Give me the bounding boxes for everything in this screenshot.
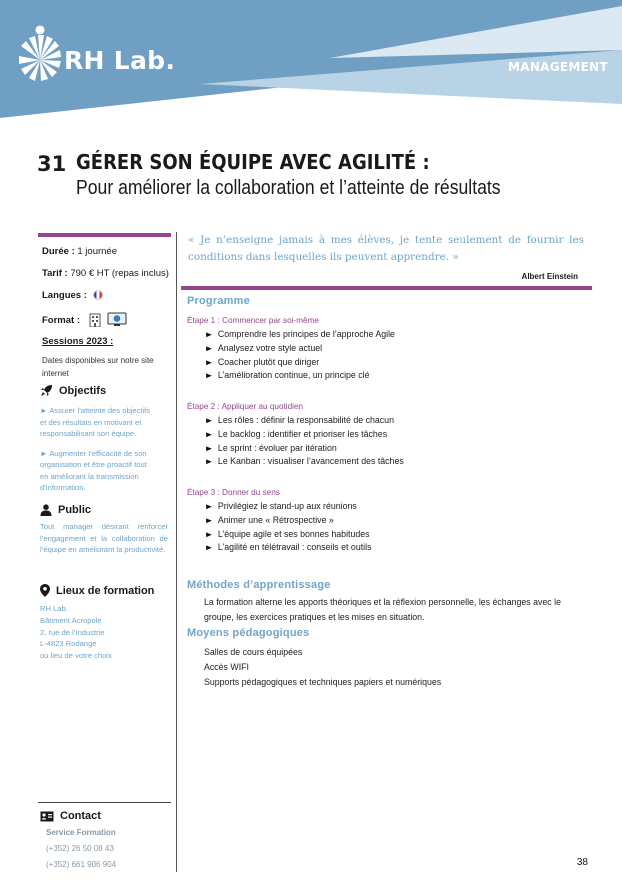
list-item-text: Animer une « Rétrospective » xyxy=(217,514,334,525)
list-item xyxy=(205,514,371,528)
list-item xyxy=(205,455,404,469)
sessions-label: Sessions 2023 : xyxy=(42,336,114,347)
id-card-icon xyxy=(40,811,54,822)
arrow-icon: ► xyxy=(204,371,214,381)
sessions-note-line: Dates disponibles sur notre site xyxy=(42,356,154,365)
page-subtitle: Pour améliorer la collaboration et l’atteinte de résultats xyxy=(76,177,501,199)
list-item xyxy=(205,369,395,383)
list-item xyxy=(205,500,371,514)
list-item-text: Analysez votre style actuel xyxy=(217,342,323,353)
arrow-icon: ► xyxy=(204,357,214,367)
programme-heading: Programme xyxy=(187,295,250,307)
lieux-heading-text: Lieux de formation xyxy=(56,584,155,597)
person-icon xyxy=(40,504,52,516)
arrow-icon: ► xyxy=(204,343,214,353)
moyens-item: Salles de cours équipées xyxy=(204,647,303,657)
map-pin-icon xyxy=(40,584,50,597)
arrow-icon: ► xyxy=(204,515,214,525)
contact-service: Service Formation xyxy=(46,828,116,837)
langues-label: Langues : xyxy=(42,290,87,301)
address-line: RH Lab. xyxy=(40,604,68,613)
contact-mobile[interactable]: (+352) 661 906 904 xyxy=(46,859,117,869)
list-item-text: L’équipe agile et ses bonnes habitudes xyxy=(217,528,370,539)
arrow-icon: ► xyxy=(204,543,214,553)
step-2-list xyxy=(205,414,404,469)
format-label: Format : xyxy=(42,315,80,326)
step-title: Étape 3 : Donner du sens xyxy=(187,488,280,497)
arrow-icon: ► xyxy=(204,416,214,425)
sessions-note xyxy=(42,354,170,380)
tarif-value: 790 € HT (repas inclus) xyxy=(70,268,169,279)
list-item xyxy=(205,428,404,442)
building-icon xyxy=(89,312,101,327)
list-item-text: Les rôles : définir la responsabilité de chacun xyxy=(217,415,394,425)
sessions-note-line: internet xyxy=(42,369,69,378)
column-separator xyxy=(176,232,177,872)
tarif-label: Tarif : xyxy=(42,268,68,279)
objectif-line: et des résultats en motivant et xyxy=(40,417,142,427)
list-item-text: Le backlog : identifier et prioriser les tâches xyxy=(217,428,388,439)
quote-author: Albert Einstein xyxy=(521,272,578,281)
lieux-heading xyxy=(40,584,170,597)
list-item xyxy=(205,356,395,370)
list-item xyxy=(205,414,404,428)
objectifs-heading-text: Objectifs xyxy=(59,384,107,397)
public-heading-text: Public xyxy=(58,504,92,516)
moyens-list xyxy=(204,645,441,690)
list-item-text: L’agilité en télétravail : conseils et outils xyxy=(217,542,372,553)
moyens-item: Supports pédagogiques et techniques papiers et numériques xyxy=(204,677,442,687)
objectifs-section xyxy=(40,384,168,494)
lieux-section xyxy=(40,584,170,662)
methodes-heading: Méthodes d’apprentissage xyxy=(187,579,331,591)
arrow-icon: ► xyxy=(204,330,214,339)
arrow-icon: ► xyxy=(204,457,214,467)
page-number: 38 xyxy=(576,857,588,868)
course-number: 31 xyxy=(37,152,67,176)
step-title: Étape 2 : Appliquer au quotidien xyxy=(187,402,304,411)
step-1-list xyxy=(205,328,395,383)
rocket-icon xyxy=(40,384,53,397)
objectif-line: d’information. xyxy=(40,483,86,492)
page-title: GÉRER SON ÉQUIPE AVEC AGILITÉ : xyxy=(76,150,430,174)
step-title: Étape 1 : Commencer par soi-même xyxy=(187,316,319,325)
objectif-item xyxy=(40,405,168,440)
public-section xyxy=(40,504,168,556)
list-item-text: Comprendre les principes de l’approche Agile xyxy=(217,329,395,339)
quote-text: « Je n’enseigne jamais à mes élèves, je tente seulement de fournir les conditions dans lesquelles ils peuvent apprendre. » xyxy=(188,234,584,263)
objectif-line: ► Augmenter l’efficacité de son xyxy=(40,448,147,458)
duree-label: Durée : xyxy=(42,246,75,257)
duree-value: 1 journée xyxy=(77,246,117,257)
objectif-line: en améliorant la transmission xyxy=(40,471,139,481)
moyens-item: Accès WIFI xyxy=(204,662,249,672)
objectifs-heading xyxy=(40,384,168,397)
arrow-icon: ► xyxy=(204,429,214,439)
objectif-item xyxy=(40,448,168,494)
contact-heading-text: Contact xyxy=(60,810,101,822)
category-label: MANAGEMENT xyxy=(508,60,608,74)
objectif-line: organisation et être proactif tout xyxy=(40,460,147,469)
address-line: L-4823 Rodange xyxy=(40,639,97,649)
list-item xyxy=(205,528,371,542)
list-item-text: Privilégiez le stand-up aux réunions xyxy=(217,501,357,511)
contact-section xyxy=(40,810,170,872)
left-divider-bar xyxy=(38,233,171,237)
step-3-list xyxy=(205,500,371,555)
address-line: 2, rue de l’Industrie xyxy=(40,627,105,637)
arrow-icon: ► xyxy=(204,502,214,511)
format-row xyxy=(42,312,170,327)
list-item xyxy=(205,541,371,555)
arrow-icon: ► xyxy=(204,443,214,453)
lieux-address xyxy=(40,603,170,662)
objectif-line: responsabilisant son équipe. xyxy=(40,429,137,438)
list-item-text: Coacher plutôt que diriger xyxy=(217,356,320,367)
list-item xyxy=(205,342,395,356)
french-flag-icon xyxy=(93,290,103,300)
address-line: Bâtiment Acropole xyxy=(40,615,102,625)
info-panel xyxy=(42,246,170,380)
arrow-icon: ► xyxy=(204,529,214,539)
contact-heading xyxy=(40,810,170,822)
right-divider-bar xyxy=(181,286,592,290)
list-item-text: L’amélioration continue, un principe clé xyxy=(217,370,370,381)
tarif-row xyxy=(42,268,170,279)
public-heading xyxy=(40,504,168,516)
address-line: ou lieu de votre choix xyxy=(40,651,112,661)
contact-divider xyxy=(38,802,171,803)
list-item xyxy=(205,328,395,342)
objectif-line: ► Assurer l’atteinte des objectifs xyxy=(40,406,151,415)
moyens-heading: Moyens pédagogiques xyxy=(187,627,310,639)
contact-phone[interactable]: (+352) 26 50 08 43 xyxy=(46,843,114,853)
list-item xyxy=(205,442,404,456)
langues-row xyxy=(42,290,170,301)
list-item-text: Le Kanban : visualiser l’avancement des tâches xyxy=(217,456,404,467)
public-text: Tout manager désirant renforcer l’engagement et la collaboration de l’équipe en améliorant la productivité. xyxy=(40,522,168,555)
logo-icon xyxy=(17,24,63,84)
methodes-text: La formation alterne les apports théoriques et la réflexion personnelle, les échanges avec le groupe, les exercices pratiques et les mises en situation. xyxy=(204,597,561,622)
online-screen-icon xyxy=(107,312,127,327)
contact-details xyxy=(40,825,170,872)
logo-text: RH Lab. xyxy=(64,46,176,75)
list-item-text: Le sprint : évoluer par itération xyxy=(217,442,337,453)
duree-row xyxy=(42,246,170,257)
